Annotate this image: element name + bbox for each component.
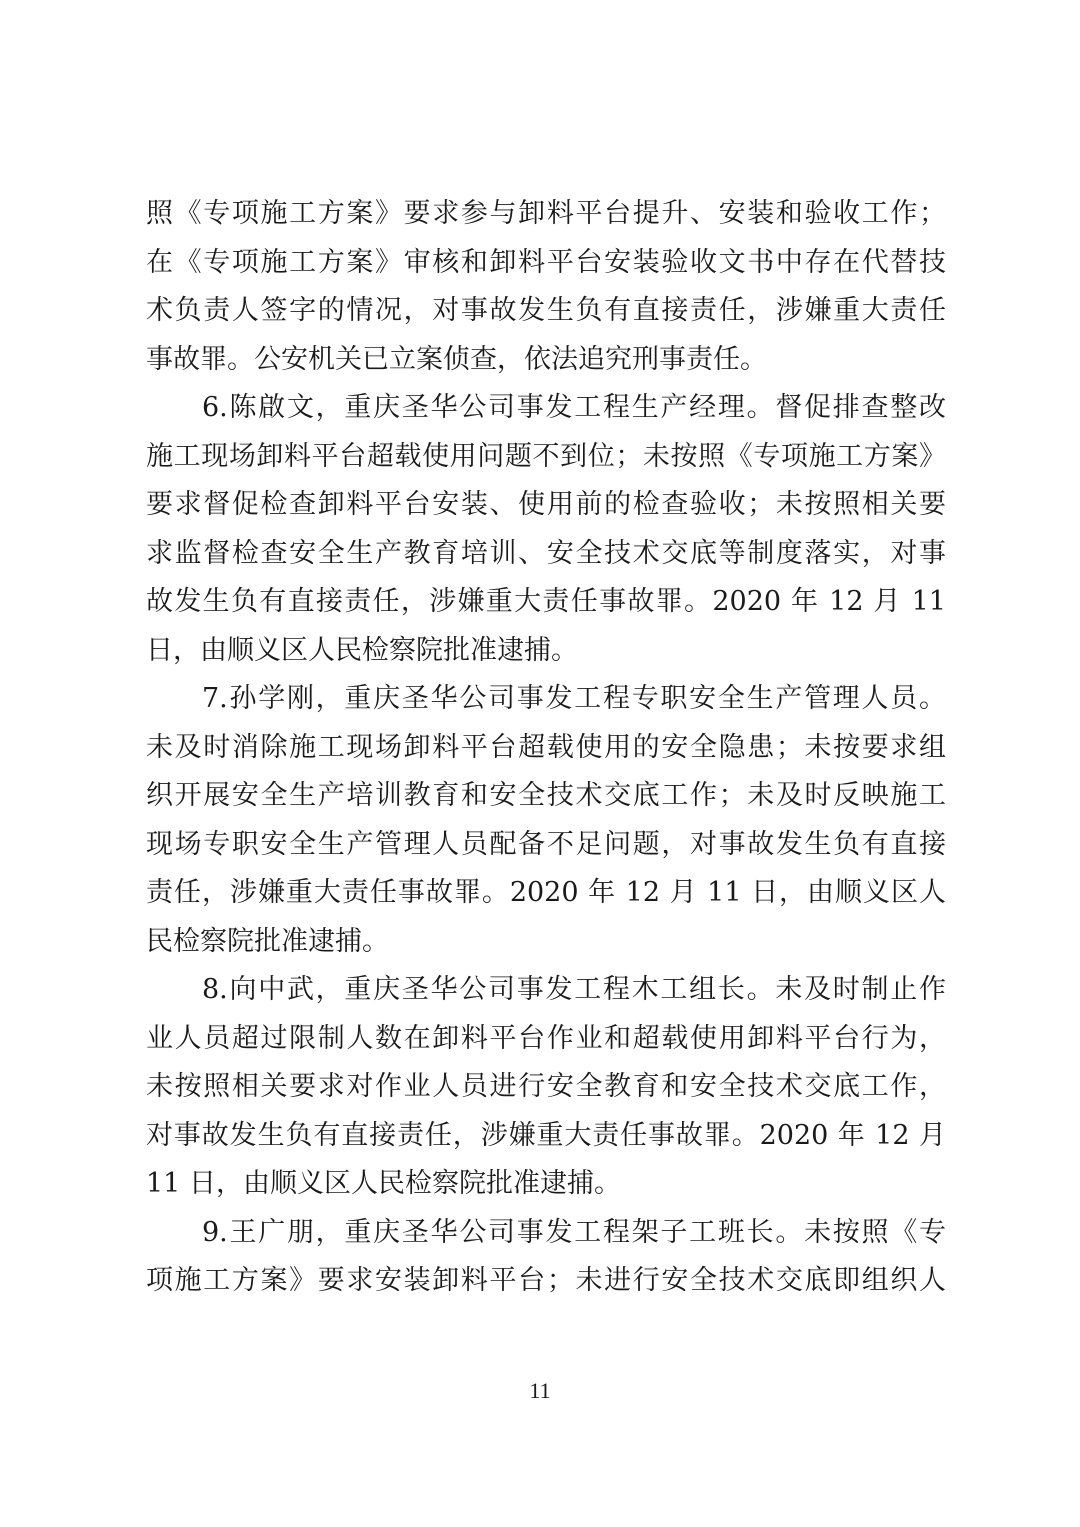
text-line: 现场专职安全生产管理人员配备不足问题，对事故发生负有直接 — [146, 828, 946, 860]
text-line: 业人员超过限制人数在卸料平台作业和超载使用卸料平台行为， — [146, 1022, 946, 1054]
text-line: 术负责人签字的情况，对事故发生负有直接责任，涉嫌重大责任 — [146, 295, 946, 326]
paragraph-8-first-line: 8.向中武，重庆圣华公司事发工程木工组长。未及时制止作 — [202, 974, 946, 1005]
text-line: 日，由顺义区人民检察院批准逮捕。 — [146, 634, 578, 666]
body-text — [146, 190, 946, 1306]
text-line: 施工现场卸料平台超载使用问题不到位；未按照《专项施工方案》 — [146, 440, 946, 472]
text-line: 民检察院批准逮捕。 — [146, 925, 389, 957]
page-number: 11 — [529, 1378, 551, 1403]
text-line: 未按照相关要求对作业人员进行安全教育和安全技术交底工作， — [146, 1071, 946, 1102]
paragraph-6-first-line: 6.陈啟文，重庆圣华公司事发工程生产经理。督促排查整改 — [202, 392, 946, 423]
paragraph-7-first-line: 7.孙学刚，重庆圣华公司事发工程专职安全生产管理人员。 — [202, 683, 946, 714]
text-line: 11 日，由顺义区人民检察院批准逮捕。 — [146, 1168, 621, 1199]
text-line: 故发生负有直接责任，涉嫌重大责任事故罪。2020 年 12 月 11 — [146, 586, 946, 617]
text-line: 照《专项施工方案》要求参与卸料平台提升、安装和验收工作； — [146, 198, 946, 229]
text-line: 对事故发生负有直接责任，涉嫌重大责任事故罪。2020 年 12 月 — [146, 1119, 946, 1151]
text-line: 在《专项施工方案》审核和卸料平台安装验收文书中存在代替技 — [146, 246, 946, 278]
text-line: 未及时消除施工现场卸料平台超载使用的安全隐患；未按要求组 — [146, 731, 946, 763]
text-line: 项施工方案》要求安装卸料平台；未进行安全技术交底即组织人 — [146, 1265, 946, 1296]
text-line: 事故罪。公安机关已立案侦查，依法追究刑事责任。 — [146, 343, 767, 375]
text-line: 要求督促检查卸料平台安装、使用前的检查验收；未按照相关要 — [146, 489, 946, 520]
text-line: 责任，涉嫌重大责任事故罪。2020 年 12 月 11 日，由顺义区人 — [146, 877, 946, 908]
text-line: 织开展安全生产培训教育和安全技术交底工作；未及时反映施工 — [146, 780, 946, 811]
text-line: 求监督检查安全生产教育培训、安全技术交底等制度落实，对事 — [146, 537, 946, 569]
paragraph-9-first-line: 9.王广朋，重庆圣华公司事发工程架子工班长。未按照《专 — [202, 1216, 946, 1248]
